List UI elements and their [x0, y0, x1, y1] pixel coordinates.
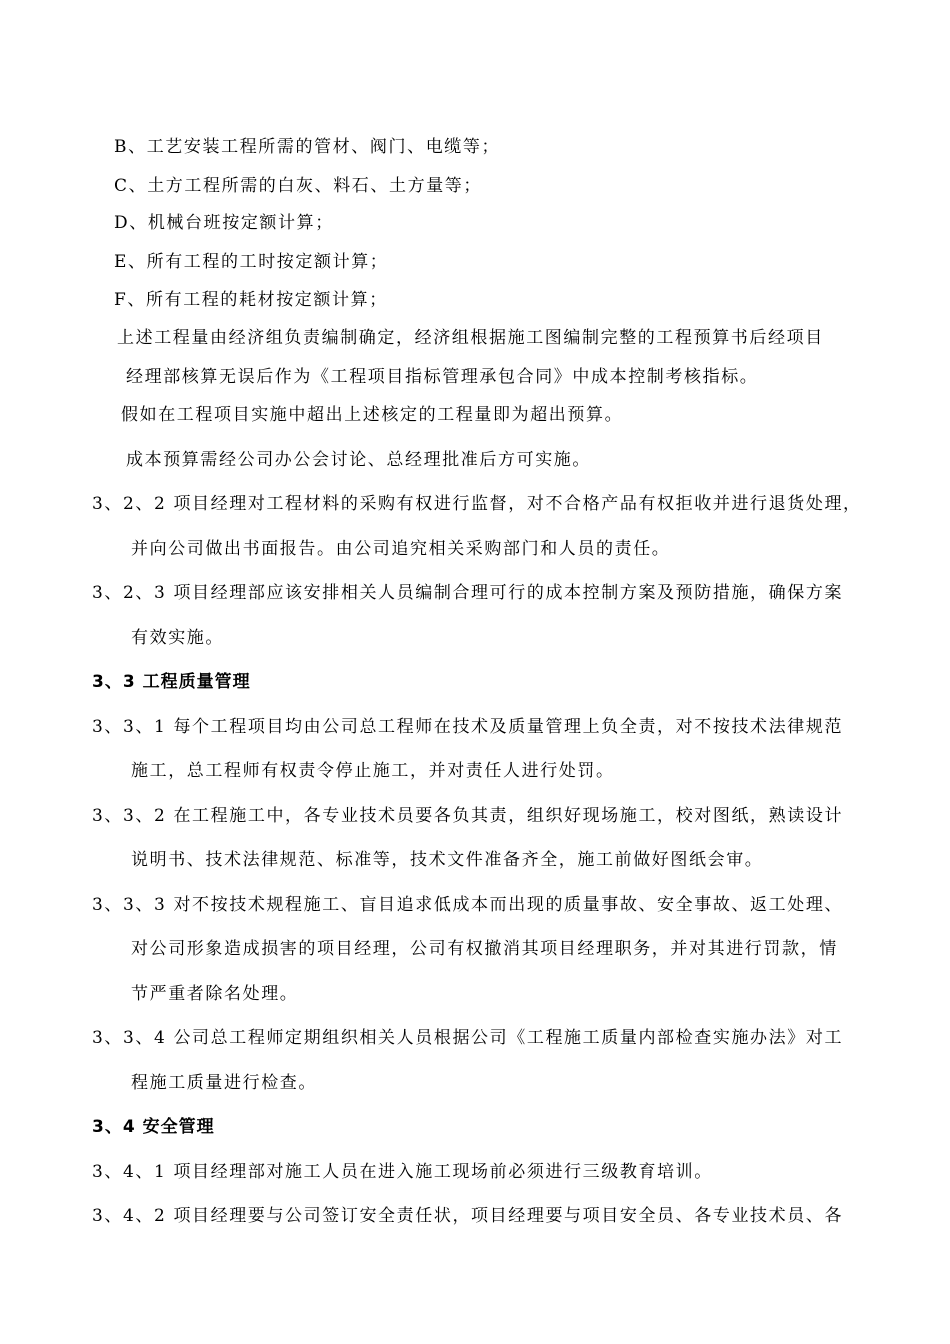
clause-3-3-3-cont: 节严重者除名处理。 [131, 984, 299, 1004]
clause-3-2-2: 3、2、2 项目经理对工程材料的采购有权进行监督，对不合格产品有权拒收并进行退货处理， [92, 494, 862, 514]
list-item-c: C、土方工程所需的白灰、料石、土方量等； [114, 176, 483, 196]
paragraph-line: 成本预算需经公司办公会讨论、总经理批准后方可实施。 [126, 450, 591, 470]
list-item-e: E、所有工程的工时按定额计算； [114, 252, 389, 272]
list-item-d: D、机械台班按定额计算； [114, 213, 334, 233]
clause-3-4-1: 3、4、1 项目经理部对施工人员在进入施工现场前必须进行三级教育培训。 [92, 1162, 713, 1182]
clause-3-3-4-cont: 程施工质量进行检查。 [131, 1073, 317, 1093]
clause-3-4-2: 3、4、2 项目经理要与公司签订安全责任状，项目经理要与项目安全员、各专业技术员、各 [92, 1206, 844, 1226]
clause-3-3-2: 3、3、2 在工程施工中，各专业技术员要各负其责，组织好现场施工，校对图纸，熟读设计 [92, 806, 844, 826]
paragraph-line: 经理部核算无误后作为《工程项目指标管理承包合同》中成本控制考核指标。 [126, 367, 759, 387]
list-item-f: F、所有工程的耗材按定额计算； [114, 290, 388, 310]
clause-3-2-3: 3、2、3 项目经理部应该安排相关人员编制合理可行的成本控制方案及预防措施，确保方案 [92, 583, 844, 603]
clause-3-3-1: 3、3、1 每个工程项目均由公司总工程师在技术及质量管理上负全责，对不按技术法律规范 [92, 717, 844, 737]
clause-3-3-4: 3、3、4 公司总工程师定期组织相关人员根据公司《工程施工质量内部检查实施办法》对工 [92, 1028, 844, 1048]
clause-3-3-1-cont: 施工，总工程师有权责令停止施工，并对责任人进行处罚。 [131, 761, 615, 781]
clause-3-2-3-cont: 有效实施。 [131, 628, 224, 648]
list-item-b: B、工艺安装工程所需的管材、阀门、电缆等； [114, 137, 501, 157]
clause-3-2-2-cont: 并向公司做出书面报告。由公司追究相关采购部门和人员的责任。 [131, 539, 671, 559]
paragraph-line: 上述工程量由经济组负责编制确定，经济组根据施工图编制完整的工程预算书后经项目 [117, 328, 824, 348]
section-heading-3-3: 3、3 工程质量管理 [92, 672, 251, 692]
clause-3-3-3: 3、3、3 对不按技术规程施工、盲目追求低成本而出现的质量事故、安全事故、返工处理、 [92, 895, 844, 915]
paragraph-line: 假如在工程项目实施中超出上述核定的工程量即为超出预算。 [121, 405, 624, 425]
clause-3-3-2-cont: 说明书、技术法律规范、标准等，技术文件准备齐全，施工前做好图纸会审。 [131, 850, 764, 870]
clause-3-3-3-cont: 对公司形象造成损害的项目经理，公司有权撤消其项目经理职务，并对其进行罚款，情 [131, 939, 838, 959]
section-heading-3-4: 3、4 安全管理 [92, 1117, 215, 1137]
